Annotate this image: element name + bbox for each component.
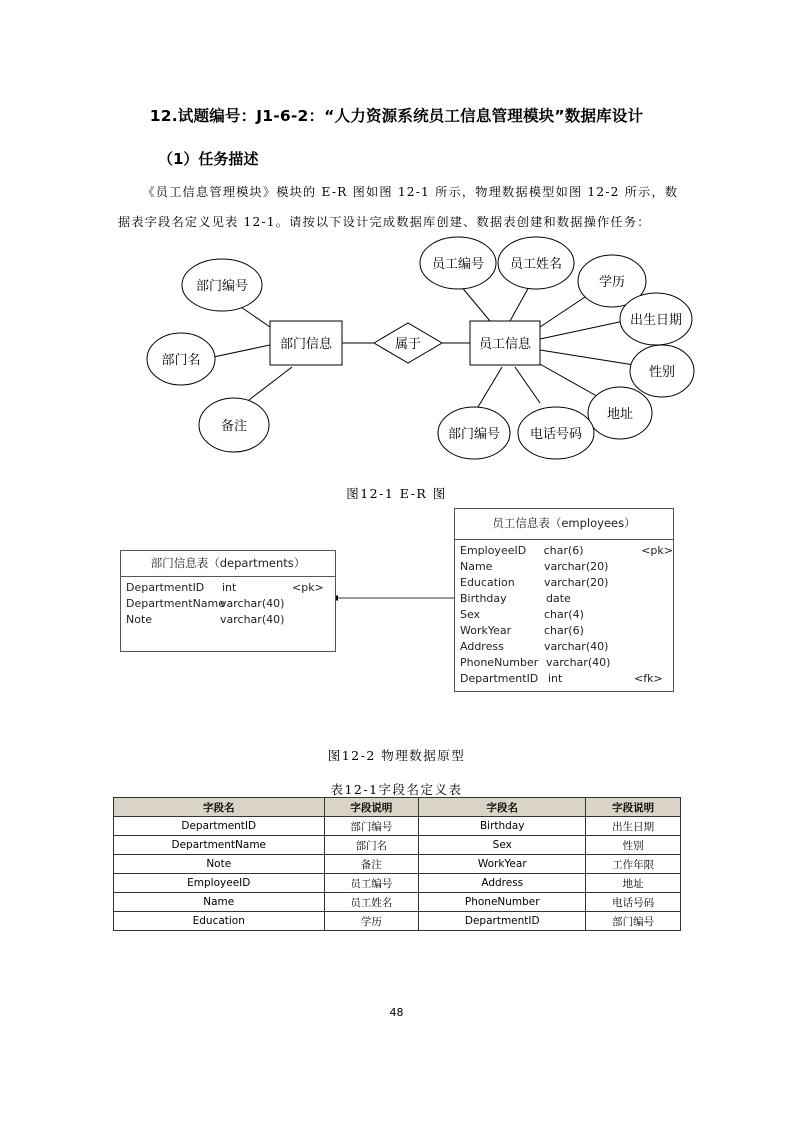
task-paragraph-line-1: 《员工信息管理模块》模块的 E-R 图如图 12-1 所示，物理数据模型如图 12-2 所示，数 bbox=[142, 185, 679, 199]
field-name: Birthday bbox=[460, 592, 507, 605]
table-cell: PhoneNumber bbox=[419, 893, 586, 912]
er-diagram bbox=[0, 235, 793, 480]
model-row bbox=[460, 575, 673, 591]
field-type: varchar(40) bbox=[220, 597, 285, 610]
attr-emp-phone: 电话号码 bbox=[529, 427, 583, 442]
header-cell: 字段说明 bbox=[586, 798, 681, 817]
header-cell: 字段说明 bbox=[324, 798, 419, 817]
table-cell: 部门编号 bbox=[586, 912, 681, 931]
attr-emp-sex: 性别 bbox=[648, 365, 676, 380]
field-type: date bbox=[546, 592, 571, 605]
table-row bbox=[114, 874, 681, 893]
model-row bbox=[460, 591, 673, 607]
table-cell: DepartmentName bbox=[114, 836, 325, 855]
departments-table-box bbox=[120, 550, 336, 652]
table-cell: DepartmentID bbox=[114, 817, 325, 836]
model-row bbox=[460, 559, 673, 575]
table-cell: Sex bbox=[419, 836, 586, 855]
attr-dept-id: 部门编号 bbox=[195, 279, 249, 294]
document-title: 12.试题编号：J1-6-2：“人力资源系统员工信息管理模块”数据库设计 bbox=[149, 107, 644, 125]
table-cell: 出生日期 bbox=[586, 817, 681, 836]
model-row bbox=[460, 623, 673, 639]
field-type: varchar(40) bbox=[546, 656, 611, 669]
field-type: int bbox=[222, 581, 237, 594]
relationship-label: 属于 bbox=[394, 337, 422, 352]
field-type: char(6) bbox=[543, 544, 584, 557]
table-row bbox=[114, 912, 681, 931]
table-cell: 工作年限 bbox=[586, 855, 681, 874]
table-cell: 员工编号 bbox=[324, 874, 419, 893]
field-key: <pk> bbox=[641, 544, 673, 557]
field-name: WorkYear bbox=[460, 624, 512, 637]
field-name: DepartmentID bbox=[460, 672, 539, 685]
table-cell: Birthday bbox=[419, 817, 586, 836]
figure-caption-model: 图12-2 物理数据原型 bbox=[327, 748, 466, 763]
field-type: char(4) bbox=[544, 608, 584, 621]
table-cell: Name bbox=[114, 893, 325, 912]
entity-department-label: 部门信息 bbox=[279, 337, 333, 352]
model-row bbox=[460, 639, 673, 655]
model-row bbox=[460, 543, 673, 559]
table-caption: 表12-1字段名定义表 bbox=[330, 782, 463, 797]
header-cell: 字段名 bbox=[419, 798, 586, 817]
header-cell: 字段名 bbox=[114, 798, 325, 817]
field-key: <pk> bbox=[292, 581, 324, 594]
table-cell: EmployeeID bbox=[114, 874, 325, 893]
attr-emp-address: 地址 bbox=[606, 407, 634, 422]
field-type: varchar(40) bbox=[544, 640, 609, 653]
table-cell: 部门编号 bbox=[324, 817, 419, 836]
attr-emp-dept-id: 部门编号 bbox=[447, 427, 501, 442]
entity-employee-label: 员工信息 bbox=[478, 337, 532, 352]
task-paragraph-line-2: 据表字段名定义见表 12-1。请按以下设计完成数据库创建、数据表创建和数据操作任务： bbox=[118, 215, 651, 229]
field-definition-table bbox=[113, 797, 681, 931]
field-key: <fk> bbox=[634, 672, 663, 685]
table-row bbox=[114, 855, 681, 874]
model-row bbox=[126, 580, 335, 596]
table-cell: Address bbox=[419, 874, 586, 893]
field-name: Address bbox=[460, 640, 504, 653]
table-header-row bbox=[114, 798, 681, 817]
attr-emp-birthday: 出生日期 bbox=[629, 313, 683, 328]
field-type: varchar(20) bbox=[544, 560, 609, 573]
departments-table-title: 部门信息表（departments） bbox=[150, 556, 306, 570]
employees-table-box bbox=[454, 508, 674, 692]
attr-emp-education: 学历 bbox=[598, 275, 626, 290]
table-cell: Education bbox=[114, 912, 325, 931]
figure-caption-er: 图12-1 E-R 图 bbox=[346, 486, 447, 501]
table-cell: DepartmentID bbox=[419, 912, 586, 931]
model-row bbox=[460, 671, 673, 687]
field-type: varchar(20) bbox=[544, 576, 609, 589]
employees-table-title: 员工信息表（employees） bbox=[492, 516, 636, 530]
attr-dept-name: 部门名 bbox=[161, 353, 201, 368]
table-cell: 地址 bbox=[586, 874, 681, 893]
table-row bbox=[114, 817, 681, 836]
field-name: Education bbox=[460, 576, 515, 589]
field-name: Name bbox=[460, 560, 493, 573]
table-row bbox=[114, 836, 681, 855]
section-heading: （1）任务描述 bbox=[158, 150, 259, 168]
table-cell: 性别 bbox=[586, 836, 681, 855]
field-type: int bbox=[548, 672, 563, 685]
field-name: Note bbox=[126, 613, 153, 626]
field-name: DepartmentName bbox=[126, 597, 226, 610]
table-cell: 部门名 bbox=[324, 836, 419, 855]
attr-emp-name: 员工姓名 bbox=[509, 257, 563, 272]
attr-dept-note: 备注 bbox=[220, 419, 248, 434]
field-type: char(6) bbox=[544, 624, 584, 637]
page-number: 48 bbox=[389, 1006, 404, 1019]
field-name: DepartmentID bbox=[126, 581, 205, 594]
table-row bbox=[114, 893, 681, 912]
model-connector bbox=[0, 500, 793, 700]
field-name: Sex bbox=[460, 608, 481, 621]
table-cell: 备注 bbox=[324, 855, 419, 874]
table-cell: 员工姓名 bbox=[324, 893, 419, 912]
table-cell: 学历 bbox=[324, 912, 419, 931]
table-cell: Note bbox=[114, 855, 325, 874]
model-row bbox=[460, 607, 673, 623]
table-cell: 电话号码 bbox=[586, 893, 681, 912]
field-name: PhoneNumber bbox=[460, 656, 539, 669]
table-cell: WorkYear bbox=[419, 855, 586, 874]
attr-emp-id: 员工编号 bbox=[431, 257, 485, 272]
model-row bbox=[126, 612, 335, 628]
model-row bbox=[460, 655, 673, 671]
model-row bbox=[126, 596, 335, 612]
field-name: EmployeeID bbox=[460, 544, 527, 557]
field-type: varchar(40) bbox=[220, 613, 285, 626]
